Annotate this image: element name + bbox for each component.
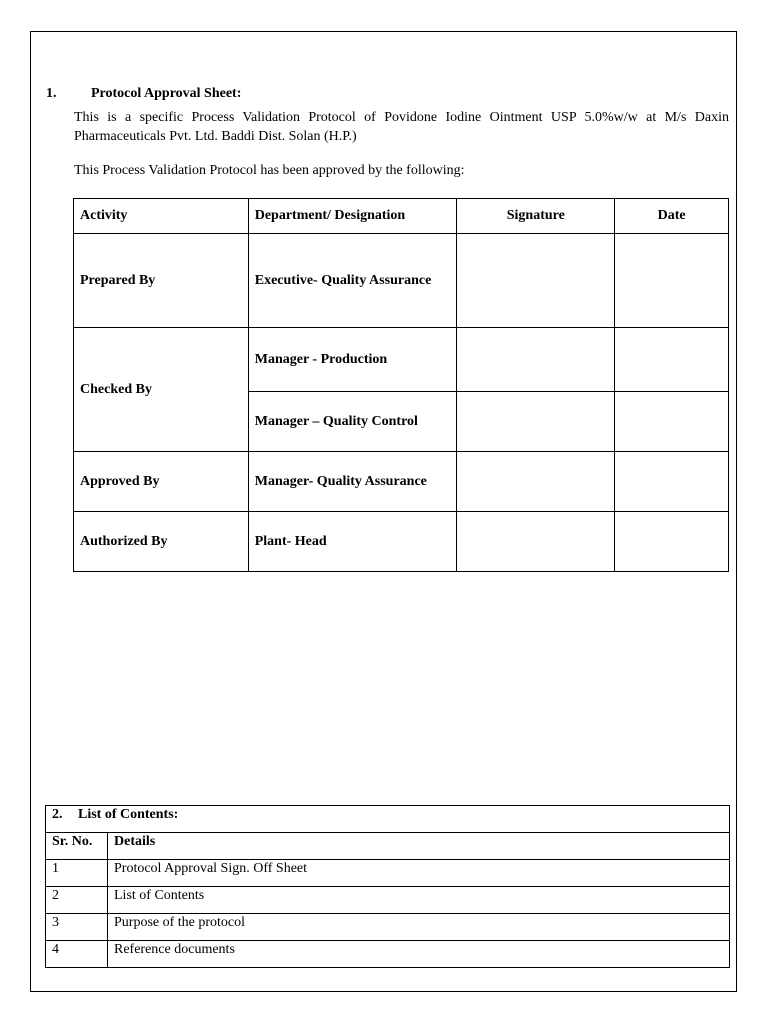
date-cell-checked-production — [615, 328, 729, 392]
designation-authorized: Plant- Head — [248, 512, 457, 572]
contents-details: Purpose of the protocol — [108, 914, 730, 941]
activity-checked: Checked By — [74, 328, 249, 452]
contents-row — [46, 860, 730, 887]
section-2-title: List of Contents: — [78, 807, 179, 822]
contents-sr: 1 — [46, 860, 108, 887]
header-sr-no: Sr. No. — [46, 833, 108, 860]
section-1-number: 1. — [46, 86, 57, 101]
contents-row — [46, 887, 730, 914]
contents-row — [46, 914, 730, 941]
section-1-title: Protocol Approval Sheet: — [91, 86, 242, 101]
contents-header-row — [46, 833, 730, 860]
signature-cell-checked-production — [457, 328, 615, 392]
section-1-heading — [46, 86, 241, 102]
activity-approved: Approved By — [74, 452, 249, 512]
row-approved — [74, 452, 729, 512]
contents-sr: 2 — [46, 887, 108, 914]
section-2-heading — [46, 806, 730, 833]
signature-cell-prepared — [457, 234, 615, 328]
row-checked-1 — [74, 328, 729, 392]
row-prepared — [74, 234, 729, 328]
contents-details: Reference documents — [108, 941, 730, 968]
contents-details: List of Contents — [108, 887, 730, 914]
intro-paragraph: This is a specific Process Validation Protocol of Povidone Iodine Ointment USP 5.0%w/w at M/s Daxin Pharmaceuticals Pvt. Ltd. Baddi Dist. Solan (H.P.) — [74, 110, 729, 144]
designation-prepared: Executive- Quality Assurance — [248, 234, 457, 328]
contents-title-row — [46, 806, 730, 833]
contents-row — [46, 941, 730, 968]
contents-table — [45, 805, 730, 968]
date-cell-checked-qc — [615, 392, 729, 452]
date-cell-approved — [615, 452, 729, 512]
header-activity: Activity — [74, 199, 249, 234]
designation-checked-qc: Manager – Quality Control — [248, 392, 457, 452]
signature-cell-approved — [457, 452, 615, 512]
header-date: Date — [615, 199, 729, 234]
activity-prepared: Prepared By — [74, 234, 249, 328]
header-details: Details — [108, 833, 730, 860]
row-authorized — [74, 512, 729, 572]
signature-cell-authorized — [457, 512, 615, 572]
section-2-number: 2. — [52, 807, 63, 822]
date-cell-authorized — [615, 512, 729, 572]
contents-sr: 3 — [46, 914, 108, 941]
approval-header-row — [74, 199, 729, 234]
designation-approved: Manager- Quality Assurance — [248, 452, 457, 512]
approval-table — [73, 198, 729, 572]
designation-checked-production: Manager - Production — [248, 328, 457, 392]
header-signature: Signature — [457, 199, 615, 234]
header-designation: Department/ Designation — [248, 199, 457, 234]
activity-authorized: Authorized By — [74, 512, 249, 572]
date-cell-prepared — [615, 234, 729, 328]
approved-by-statement: This Process Validation Protocol has been approved by the following: — [74, 163, 465, 178]
contents-details: Protocol Approval Sign. Off Sheet — [108, 860, 730, 887]
contents-sr: 4 — [46, 941, 108, 968]
signature-cell-checked-qc — [457, 392, 615, 452]
